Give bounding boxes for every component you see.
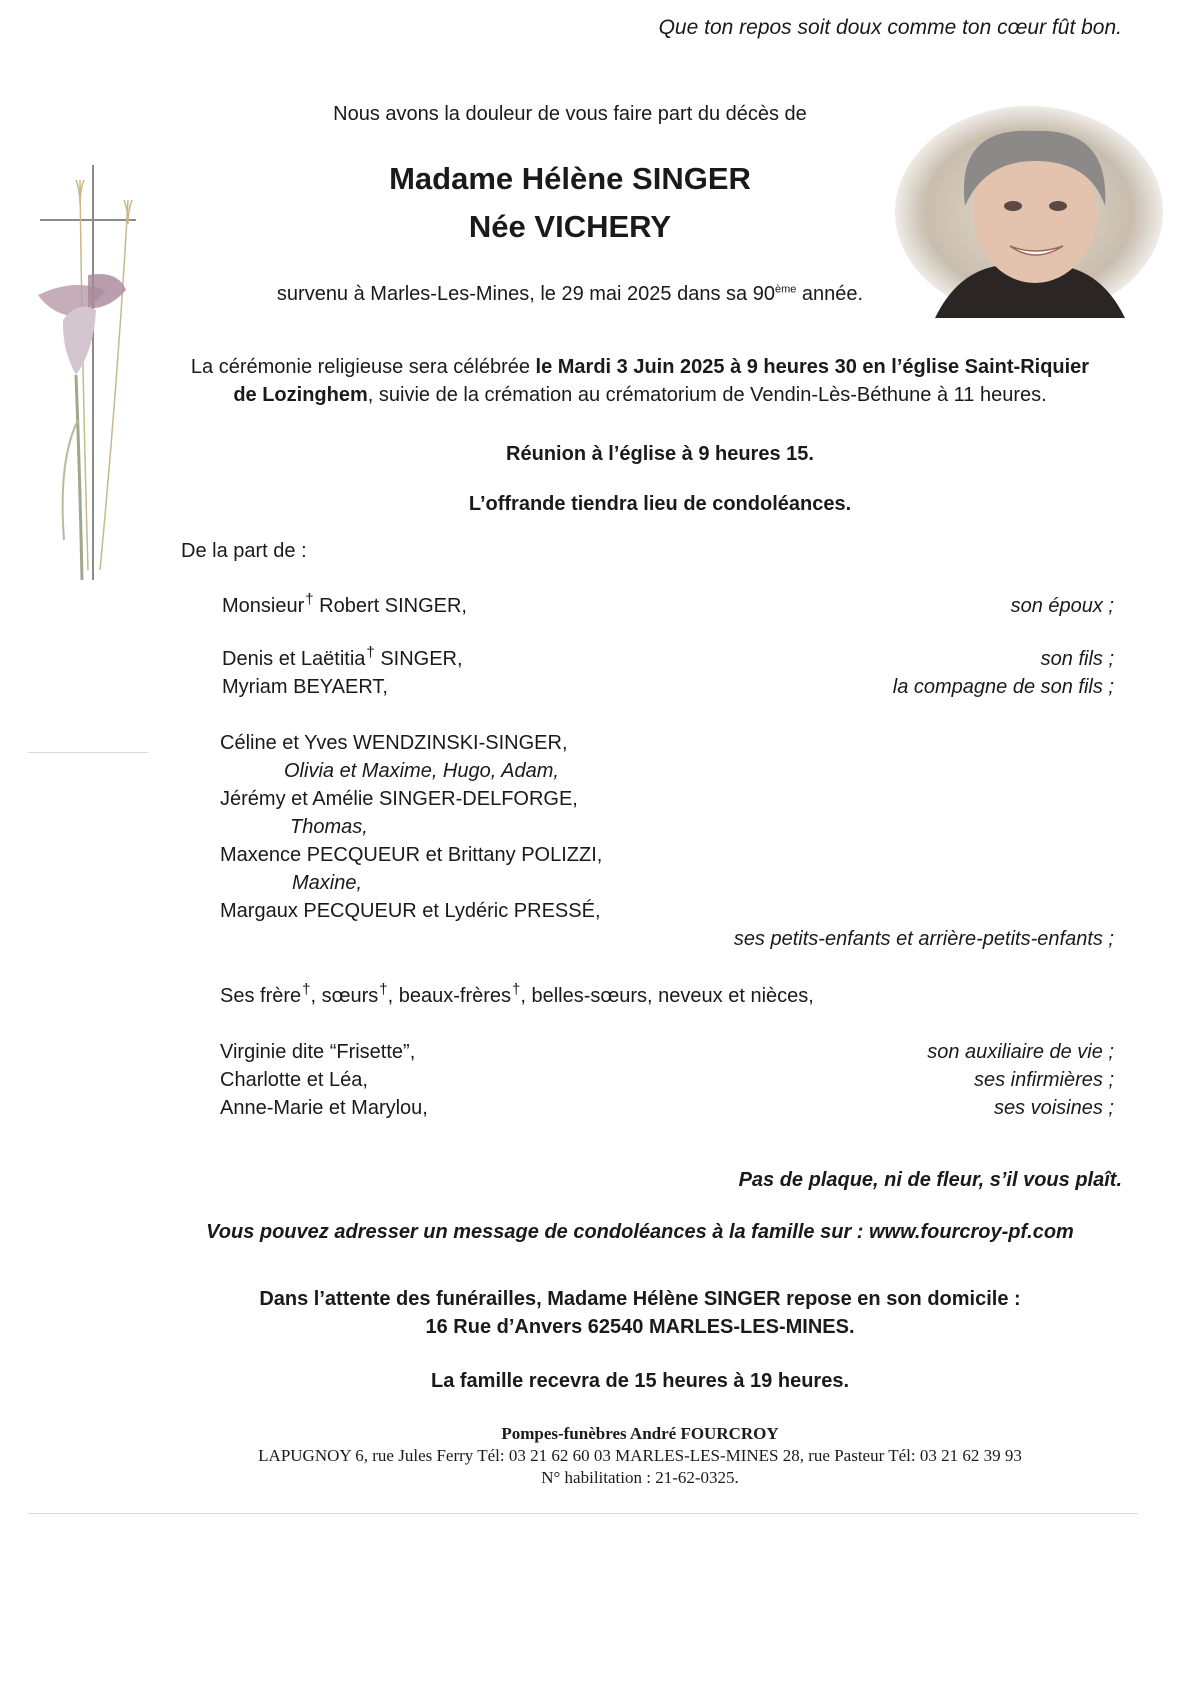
- cross-icon: [40, 165, 136, 580]
- divider-line: [28, 752, 148, 753]
- death-notice-superscript: ème: [774, 283, 797, 296]
- deceased-cross-icon: †: [366, 644, 375, 662]
- death-notice-text: survenu à Marles-Les-Mines, le 29 mai 2025 dans sa 90: [276, 283, 775, 305]
- cross-lily-illustration: [18, 160, 158, 590]
- offering-notice: L’offrande tiendra lieu de condoléances.: [468, 493, 852, 515]
- church-location: de Lozinghem: [233, 384, 368, 406]
- carer-relation: ses voisines ;: [993, 1097, 1114, 1119]
- grandchild-line: Céline et Yves WENDZINSKI-SINGER,: [220, 732, 568, 754]
- divider-line: [28, 1513, 1138, 1514]
- grandchild-line: Jérémy et Amélie SINGER-DELFORGE,: [220, 788, 578, 810]
- family-son: [222, 644, 463, 671]
- footer-address: LAPUGNOY 6, rue Jules Ferry Tél: 03 21 62 60 03 MARLES-LES-MINES 28, rue Pasteur Tél: 03 21 62 39 93: [258, 1446, 1022, 1465]
- deceased-cross-icon: †: [512, 981, 521, 999]
- death-notice: [200, 283, 940, 306]
- carer-name: Anne-Marie et Marylou,: [220, 1097, 428, 1119]
- deceased-cross-icon: †: [305, 591, 314, 609]
- spouse-title: Monsieur: [222, 595, 305, 617]
- relation-companion: la compagne de son fils ;: [892, 676, 1114, 698]
- death-notice-tail: année.: [796, 283, 864, 305]
- grandchild-line: Olivia et Maxime, Hugo, Adam,: [284, 760, 559, 782]
- family-spouse: [222, 591, 467, 618]
- grandchild-line: Maxine,: [292, 872, 363, 894]
- reception-hours: La famille recevra de 15 heures à 19 heures.: [430, 1370, 850, 1392]
- wheat-stalk-icon: [76, 180, 132, 570]
- family-companion: Myriam BEYAERT,: [222, 676, 388, 698]
- domicile-line-2: 16 Rue d’Anvers 62540 MARLES-LES-MINES.: [425, 1316, 855, 1338]
- siblings-sisters: , sœurs: [310, 985, 379, 1007]
- no-flowers-notice: Pas de plaque, ni de fleur, s’il vous plaît.: [738, 1169, 1122, 1191]
- spouse-name: Robert SINGER,: [313, 595, 467, 617]
- grandchild-line: Margaux PECQUEUR et Lydéric PRESSÉ,: [220, 900, 601, 922]
- siblings-brother: Ses frère: [220, 985, 302, 1007]
- footer-license: N° habilitation : 21-62-0325.: [541, 1468, 739, 1487]
- epigraph: Que ton repos soit doux comme ton cœur fût bon.: [658, 16, 1122, 39]
- domicile-line-1: Dans l’attente des funérailles, Madame Hélène SINGER repose en son domicile :: [259, 1288, 1021, 1310]
- maiden-name: Née VICHERY: [468, 209, 672, 244]
- relation-spouse: son époux ;: [1010, 595, 1114, 617]
- deceased-cross-icon: †: [302, 981, 311, 999]
- carer-relation: ses infirmières ;: [973, 1069, 1114, 1091]
- deceased-cross-icon: †: [379, 981, 388, 999]
- ceremony-line-1: [140, 356, 1140, 379]
- grandchild-line: Thomas,: [290, 816, 368, 838]
- siblings-brothers-in-law: , beaux-frères: [387, 985, 512, 1007]
- son-surname: SINGER,: [374, 648, 463, 670]
- relation-son: son fils ;: [1040, 648, 1114, 670]
- reunion-time: Réunion à l’église à 9 heures 15.: [506, 443, 814, 465]
- footer-company: Pompes-funèbres André FOURCROY: [501, 1424, 779, 1443]
- son-names: Denis et Laëtitia: [222, 648, 366, 670]
- carer-relation: son auxiliaire de vie ;: [927, 1041, 1114, 1063]
- condolences-notice: Vous pouvez adresser un message de condoléances à la famille sur : www.fourcroy-pf.com: [206, 1221, 1074, 1243]
- family-siblings: [220, 981, 814, 1008]
- siblings-rest: , belles-sœurs, neveux et nièces,: [520, 985, 814, 1007]
- relation-grandchildren: ses petits-enfants et arrière-petits-enfants ;: [733, 928, 1114, 950]
- carer-name: Charlotte et Léa,: [220, 1069, 368, 1091]
- ceremony-text: La cérémonie religieuse sera célébrée: [190, 356, 536, 378]
- carer-name: Virginie dite “Frisette”,: [220, 1041, 416, 1063]
- deceased-name: Madame Hélène SINGER: [389, 161, 751, 196]
- ceremony-details: le Mardi 3 Juin 2025 à 9 heures 30 en l’église Saint-Riquier: [535, 356, 1090, 378]
- ceremony-line-2: [140, 384, 1140, 407]
- from-label: De la part de :: [181, 540, 307, 562]
- grandchild-line: Maxence PECQUEUR et Brittany POLIZZI,: [220, 844, 603, 866]
- cremation-text: , suivie de la crémation au crématorium de Vendin-Lès-Béthune à 11 heures.: [367, 384, 1047, 406]
- announcement-intro: Nous avons la douleur de vous faire part du décès de: [333, 103, 807, 125]
